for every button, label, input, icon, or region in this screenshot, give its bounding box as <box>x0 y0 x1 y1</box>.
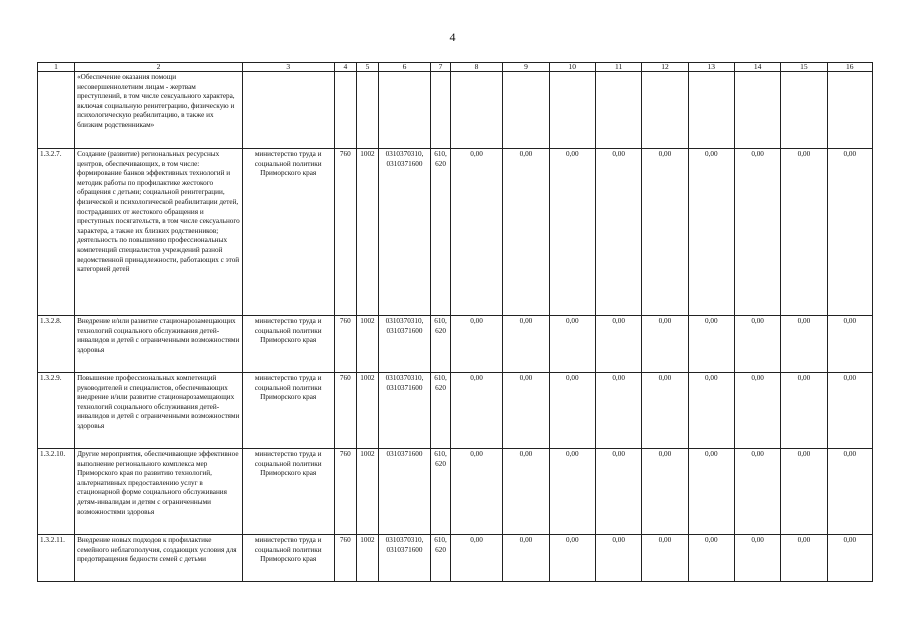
header-cell: 11 <box>595 63 641 72</box>
value-cell: 0,00 <box>450 449 503 535</box>
code-expense-type: 610, 620 <box>431 316 451 373</box>
value-cell: 0,00 <box>827 316 872 373</box>
code-grbs: 760 <box>334 535 357 582</box>
header-cell: 5 <box>357 63 379 72</box>
value-cell <box>827 72 872 149</box>
code-article: 0310371600 <box>378 449 431 535</box>
value-cell: 0,00 <box>827 373 872 449</box>
item-description: Создание (развитие) региональных ресурсных центров, обеспечивающих, в том числе: формирование банков эффективных технологий и методик работы по профилактике жестокого обращения с детьми; социальной реинтеграции, физической и психологической реабилитации детей, пострадавших от жестокого обращения и преступных посягательств, в том числе сексуального характера, а также их близких родственников; деятельность по повышению профессиональных компетенций специалистов учреждений разной ведомственной принадлежности, работающих с этой категорией детей <box>75 149 243 316</box>
value-cell: 0,00 <box>688 373 734 449</box>
value-cell: 0,00 <box>734 373 780 449</box>
value-cell <box>549 72 595 149</box>
value-cell: 0,00 <box>595 373 641 449</box>
value-cell: 0,00 <box>688 449 734 535</box>
executor: министерство труда и социальной политики Приморского края <box>242 449 334 535</box>
table-row <box>38 449 873 535</box>
value-cell: 0,00 <box>450 149 503 316</box>
item-description: Внедрение и/или развитие стационарозамещающих технологий социального обслуживания детей-инвалидов и детей с ограниченными возможностями здоровья <box>75 316 243 373</box>
header-row <box>38 63 873 72</box>
value-cell: 0,00 <box>503 149 549 316</box>
value-cell <box>642 72 688 149</box>
item-description: «Обеспечение оказания помощи несовершеннолетним лицам - жертвам преступлений, в том числе сексуального характера, включая социальную реинтеграцию, физическую и психологическую реабилитацию, в также их близким родственникам» <box>75 72 243 149</box>
executor: министерство труда и социальной политики Приморского края <box>242 535 334 582</box>
header-cell: 6 <box>378 63 431 72</box>
code-article <box>378 72 431 149</box>
item-description: Внедрение новых подходов к профилактике семейного неблагополучия, создающих условия для предотвращения бедности семей с детьми <box>75 535 243 582</box>
header-cell: 7 <box>431 63 451 72</box>
executor <box>242 72 334 149</box>
value-cell: 0,00 <box>827 535 872 582</box>
budget-table <box>37 62 873 582</box>
code-expense-type: 610, 620 <box>431 149 451 316</box>
value-cell: 0,00 <box>549 449 595 535</box>
value-cell: 0,00 <box>549 149 595 316</box>
value-cell: 0,00 <box>781 149 827 316</box>
value-cell: 0,00 <box>734 449 780 535</box>
table-row <box>38 149 873 316</box>
code-grbs: 760 <box>334 449 357 535</box>
executor: министерство труда и социальной политики Приморского края <box>242 316 334 373</box>
value-cell <box>734 72 780 149</box>
code-grbs: 760 <box>334 316 357 373</box>
executor: министерство труда и социальной политики Приморского края <box>242 373 334 449</box>
value-cell: 0,00 <box>642 149 688 316</box>
header-cell: 15 <box>781 63 827 72</box>
value-cell: 0,00 <box>595 535 641 582</box>
value-cell: 0,00 <box>450 535 503 582</box>
value-cell: 0,00 <box>642 316 688 373</box>
value-cell: 0,00 <box>688 535 734 582</box>
item-number: 1.3.2.8. <box>38 316 75 373</box>
code-section: 1002 <box>357 535 379 582</box>
code-article: 0310370310, 0310371600 <box>378 535 431 582</box>
value-cell: 0,00 <box>642 449 688 535</box>
value-cell: 0,00 <box>827 449 872 535</box>
table-row <box>38 373 873 449</box>
header-cell: 2 <box>75 63 243 72</box>
value-cell: 0,00 <box>595 149 641 316</box>
code-article: 0310370310, 0310371600 <box>378 149 431 316</box>
code-article: 0310370310, 0310371600 <box>378 373 431 449</box>
item-number: 1.3.2.11. <box>38 535 75 582</box>
value-cell: 0,00 <box>595 449 641 535</box>
header-cell: 1 <box>38 63 75 72</box>
code-section: 1002 <box>357 373 379 449</box>
header-cell: 14 <box>734 63 780 72</box>
header-cell: 16 <box>827 63 872 72</box>
value-cell: 0,00 <box>734 149 780 316</box>
header-cell: 13 <box>688 63 734 72</box>
table-row <box>38 72 873 149</box>
item-description: Другие мероприятия, обеспечивающие эффективное выполнение регионального комплекса мер Приморского края по развитию технологий, альтернативных предоставлению услуг в стационарной форме социального обслуживания детям-инвалидам и детям с ограниченными возможностями здоровья <box>75 449 243 535</box>
header-cell: 4 <box>334 63 357 72</box>
code-article: 0310370310, 0310371600 <box>378 316 431 373</box>
value-cell <box>450 72 503 149</box>
value-cell: 0,00 <box>688 316 734 373</box>
value-cell <box>688 72 734 149</box>
value-cell: 0,00 <box>595 316 641 373</box>
value-cell: 0,00 <box>503 316 549 373</box>
value-cell <box>781 72 827 149</box>
item-number: 1.3.2.10. <box>38 449 75 535</box>
value-cell: 0,00 <box>642 373 688 449</box>
header-cell: 12 <box>642 63 688 72</box>
code-expense-type <box>431 72 451 149</box>
code-expense-type: 610, 620 <box>431 535 451 582</box>
code-section: 1002 <box>357 449 379 535</box>
value-cell: 0,00 <box>450 373 503 449</box>
value-cell: 0,00 <box>549 535 595 582</box>
value-cell: 0,00 <box>503 373 549 449</box>
value-cell: 0,00 <box>781 449 827 535</box>
header-cell: 10 <box>549 63 595 72</box>
code-section: 1002 <box>357 316 379 373</box>
code-grbs: 760 <box>334 149 357 316</box>
item-number <box>38 72 75 149</box>
value-cell: 0,00 <box>734 316 780 373</box>
value-cell: 0,00 <box>781 373 827 449</box>
code-expense-type: 610, 620 <box>431 449 451 535</box>
header-cell: 3 <box>242 63 334 72</box>
value-cell: 0,00 <box>503 535 549 582</box>
executor: министерство труда и социальной политики Приморского края <box>242 149 334 316</box>
value-cell <box>595 72 641 149</box>
item-number: 1.3.2.9. <box>38 373 75 449</box>
value-cell <box>503 72 549 149</box>
value-cell: 0,00 <box>549 316 595 373</box>
value-cell: 0,00 <box>503 449 549 535</box>
value-cell: 0,00 <box>688 149 734 316</box>
value-cell: 0,00 <box>734 535 780 582</box>
code-grbs: 760 <box>334 373 357 449</box>
code-expense-type: 610, 620 <box>431 373 451 449</box>
header-cell: 9 <box>503 63 549 72</box>
header-cell: 8 <box>450 63 503 72</box>
value-cell: 0,00 <box>781 316 827 373</box>
value-cell: 0,00 <box>642 535 688 582</box>
value-cell: 0,00 <box>450 316 503 373</box>
value-cell: 0,00 <box>827 149 872 316</box>
page-number: 4 <box>449 30 456 44</box>
code-section: 1002 <box>357 149 379 316</box>
item-description: Повышение профессиональных компетенций руководителей и специалистов, обеспечивающих внедрение и/или развитие стационарозамещающих технологий социального обслуживания детей-инвалидов и детей с ограниченными возможностями здоровья <box>75 373 243 449</box>
table-row <box>38 535 873 582</box>
item-number: 1.3.2.7. <box>38 149 75 316</box>
code-grbs <box>334 72 357 149</box>
value-cell: 0,00 <box>781 535 827 582</box>
table-row <box>38 316 873 373</box>
code-section <box>357 72 379 149</box>
value-cell: 0,00 <box>549 373 595 449</box>
